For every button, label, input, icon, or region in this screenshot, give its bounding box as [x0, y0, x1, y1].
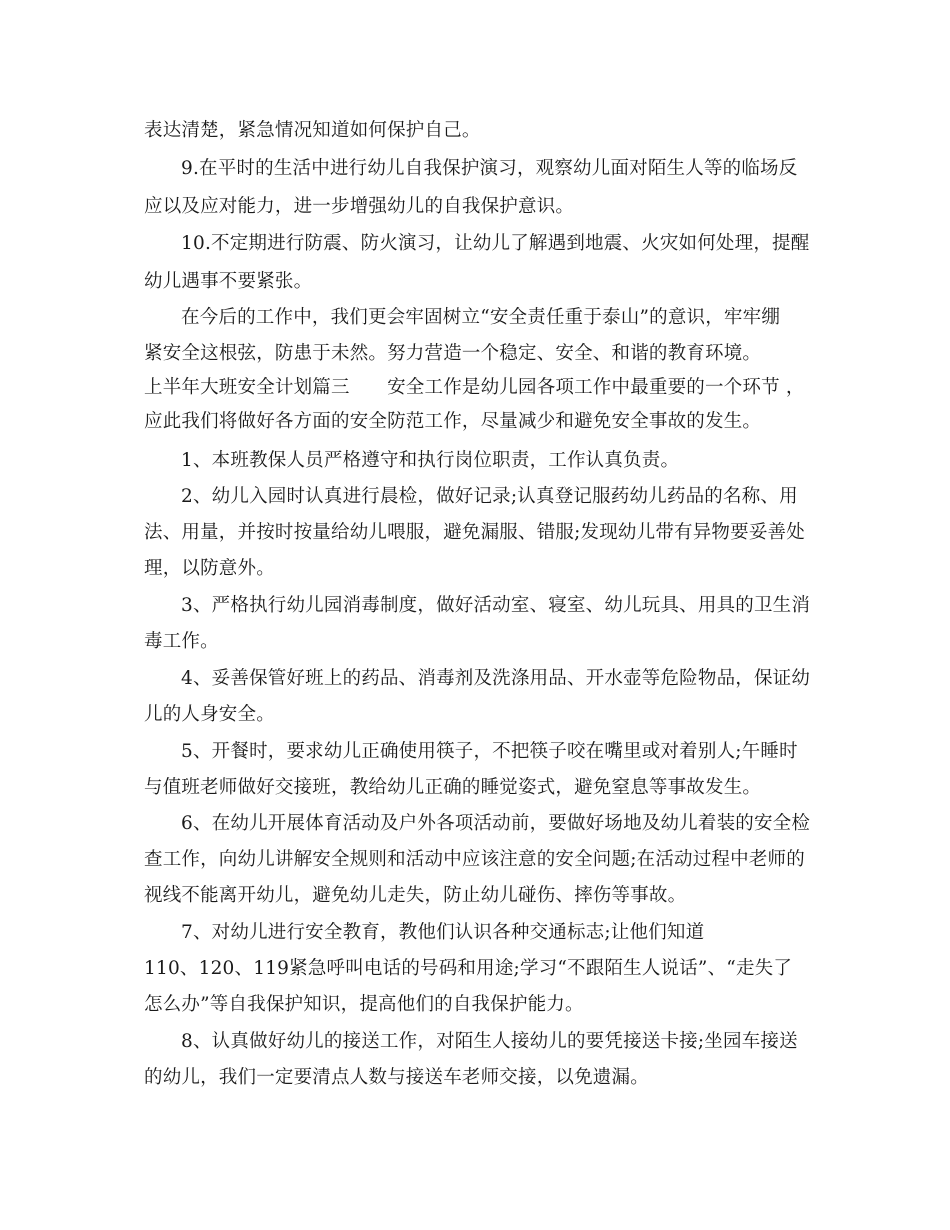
text-line: 与值班老师做好交接班，教给幼儿正确的睡觉姿式，避免窒息等事故发生。 — [144, 777, 762, 798]
text-line: 查工作，向幼儿讲解安全规则和活动中应该注意的安全问题;在活动过程中老师的 — [144, 849, 805, 870]
text-line: 9.在平时的生活中进行幼儿自我保护演习，观察幼儿面对陌生人等的临场反 — [181, 158, 798, 179]
text-line: 理，以防意外。 — [144, 558, 275, 579]
text-line: 3、严格执行幼儿园消毒制度，做好活动室、寝室、幼儿玩具、用具的卫生消 — [181, 595, 811, 616]
text-line: 2、幼儿入园时认真进行晨检，做好记录;认真登记服药幼儿药品的名称、用 — [181, 486, 798, 507]
text-line: 紧安全这根弦，防患于未然。努力营造一个稳定、安全、和谐的教育环境。 — [144, 343, 762, 364]
text-line: 应以及应对能力，进一步增强幼儿的自我保护意识。 — [144, 196, 575, 217]
text-line: 的幼儿，我们一定要清点人数与接送车老师交接，以免遗漏。 — [144, 1067, 649, 1088]
text-line: 7、对幼儿进行安全教育，教他们认识各种交通标志;让他们知道 — [181, 922, 705, 943]
text-line: 法、用量，并按时按量给幼儿喂服，避免漏服、错服;发现幼儿带有异物要妥善处 — [144, 522, 805, 543]
text-line: 110、120、119紧急呼叫电话的号码和用途;学习“不跟陌生人说话”、“走失了 — [144, 958, 793, 979]
text-line: 怎么办”等自我保护知识，提高他们的自我保护能力。 — [144, 994, 584, 1015]
text-line: 1、本班教保人员严格遵守和执行岗位职责，工作认真负责。 — [181, 450, 680, 471]
text-line: 在今后的工作中，我们更会牢固树立“安全责任重于泰山”的意识，牢牢绷 — [181, 307, 781, 328]
text-line: 6、在幼儿开展体育活动及户外各项活动前，要做好场地及幼儿着装的安全检 — [181, 813, 811, 834]
text-line: 4、妥善保管好班上的药品、消毒剂及洗涤用品、开水壶等危险物品，保证幼 — [181, 668, 811, 689]
text-line: 10.不定期进行防震、防火演习，让幼儿了解遇到地震、火灾如何处理，提醒 — [181, 233, 810, 254]
text-line: 8、认真做好幼儿的接送工作，对陌生人接幼儿的要凭接送卡接;坐园车接送 — [181, 1031, 798, 1052]
text-line: 5、开餐时，要求幼儿正确使用筷子，不把筷子咬在嘴里或对着别人;午睡时 — [181, 741, 798, 762]
text-line: 幼儿遇事不要紧张。 — [144, 271, 313, 292]
text-line: 表达清楚，紧急情况知道如何保护自己。 — [144, 120, 481, 141]
text-line: 儿的人身安全。 — [144, 704, 275, 725]
text-line: 应此我们将做好各方面的安全防范工作，尽量减少和避免安全事故的发生。 — [144, 411, 762, 432]
section-heading-line: 上半年大班安全计划篇三 安全工作是幼儿园各项工作中最重要的一个环节 ， — [144, 377, 805, 398]
text-line: 毒工作。 — [144, 631, 219, 652]
text-line: 视线不能离开幼儿，避免幼儿走失，防止幼儿碰伤、摔伤等事故。 — [144, 885, 687, 906]
